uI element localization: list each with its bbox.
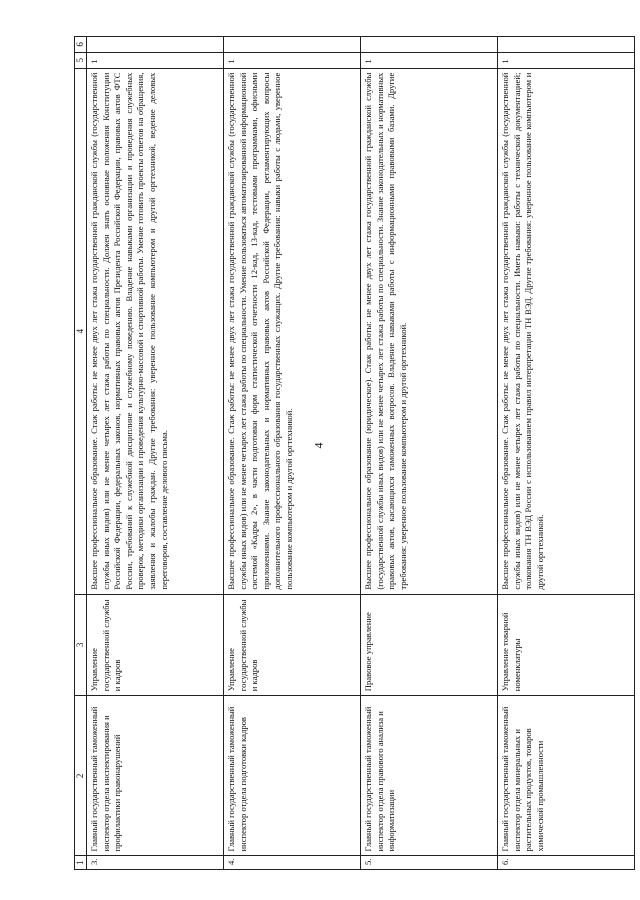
header-col-4: 4 bbox=[75, 68, 87, 594]
row-number: 6. bbox=[498, 856, 635, 870]
row-number: 4. bbox=[224, 856, 361, 870]
department-name: Правовое управление bbox=[361, 594, 498, 696]
note-cell bbox=[361, 37, 498, 53]
vacancy-count: 1 bbox=[87, 52, 224, 68]
position-title: Главный государственный таможенный инспектор отдела инспектирования и профилактики правонарушений bbox=[87, 696, 224, 856]
vacancy-table-container bbox=[74, 36, 634, 870]
table-row bbox=[498, 37, 635, 870]
header-col-6: 6 bbox=[75, 37, 87, 53]
table-header bbox=[75, 37, 87, 870]
header-col-5: 5 bbox=[75, 52, 87, 68]
department-name: Управление государственной службы и кадров bbox=[224, 594, 361, 696]
table-row bbox=[224, 37, 361, 870]
table-row bbox=[87, 37, 224, 870]
note-cell bbox=[87, 37, 224, 53]
page-number: 4 bbox=[311, 442, 326, 449]
note-cell bbox=[224, 37, 361, 53]
header-col-1: 1 bbox=[75, 856, 87, 870]
note-cell bbox=[498, 37, 635, 53]
department-name: Управление государственной службы и кадров bbox=[87, 594, 224, 696]
table-row bbox=[361, 37, 498, 870]
qualification-requirements: Высшее профессиональное образование. Стаж работы: не менее двух лет стажа государственной гражданской службы (государственной службы иных видов) или не менее четырех лет стажа работы по специальности. Должен знать основные положения Конституции Российской Федерации, федеральных законов, нормативных правовых актов Президента Российской Федерации, правовых актов ФТС России, требований к служебной дисциплине и служебному поведению. Владение навыками организации и проведения служебных проверок, методики организации и проведения культурно-массовой и спортивной работы. Умение готовить проекты ответов на обращения, заявления и жалобы граждан. Другие требования: уверенное пользование компьютером и другой оргтехникой, ведение деловых переговоров, составление делового письма. bbox=[87, 68, 224, 594]
row-number: 5. bbox=[361, 856, 498, 870]
vacancy-count: 1 bbox=[498, 52, 635, 68]
position-title: Главный государственный таможенный инспектор отдела подготовки кадров bbox=[224, 696, 361, 856]
position-title: Главный государственный таможенный инспектор отдела правового анализа и информатизации bbox=[361, 696, 498, 856]
header-col-2: 2 bbox=[75, 696, 87, 856]
department-name: Управление товарной номенклатуры bbox=[498, 594, 635, 696]
header-col-3: 3 bbox=[75, 594, 87, 696]
qualification-requirements: Высшее профессиональное образование. Стаж работы: не менее двух лет стажа государственной гражданской службы (государственной службы иных видов) или не менее четырех лет стажа работы по специальности. Умение пользоваться автоматизированной информационной системой «Кадры 2», в части подготовки форм статистической отчетности 12-кад, 13-кад, тестовыми программами, офисными приложениями. Знание законодательных и нормативных правовых актов Российской Федерации, регламентирующих вопросы дополнительного профессионального образования государственных служащих. Другие требования: навыки работы с людьми, уверенное пользование компьютером и другой оргтехникой. bbox=[224, 68, 361, 594]
qualification-requirements: Высшее профессиональное образование. Стаж работы: не менее двух лет стажа государственной гражданской службы (государственной службы иных видов) или не менее четырех лет стажа работы по специальности. Иметь навыки: работы с технической документацией; толкования ТН ВЭД России с использованием правил интерпретации ТН ВЭД. Другие требования: уверенное пользование компьютером и другой оргтехникой. bbox=[498, 68, 635, 594]
vacancy-count: 1 bbox=[224, 52, 361, 68]
qualification-requirements: Высшее профессиональное образование (юридическое). Стаж работы: не менее двух лет стажа государственной гражданской службы (государственной службы иных видов) или не менее четырех лет стажа работы по специальности. Знание законодательных и нормативных правовых актов, касающихся таможенных вопросов. Владение навыками работы с информационными правовыми базами. Другие требования: уверенное пользование компьютером и другой оргтехникой. bbox=[361, 68, 498, 594]
vacancy-count: 1 bbox=[361, 52, 498, 68]
vacancy-table bbox=[74, 36, 635, 870]
position-title: Главный государственный таможенный инспектор отдела минеральных и растительных продуктов, товаров химической промышленности bbox=[498, 696, 635, 856]
row-number: 3. bbox=[87, 856, 224, 870]
